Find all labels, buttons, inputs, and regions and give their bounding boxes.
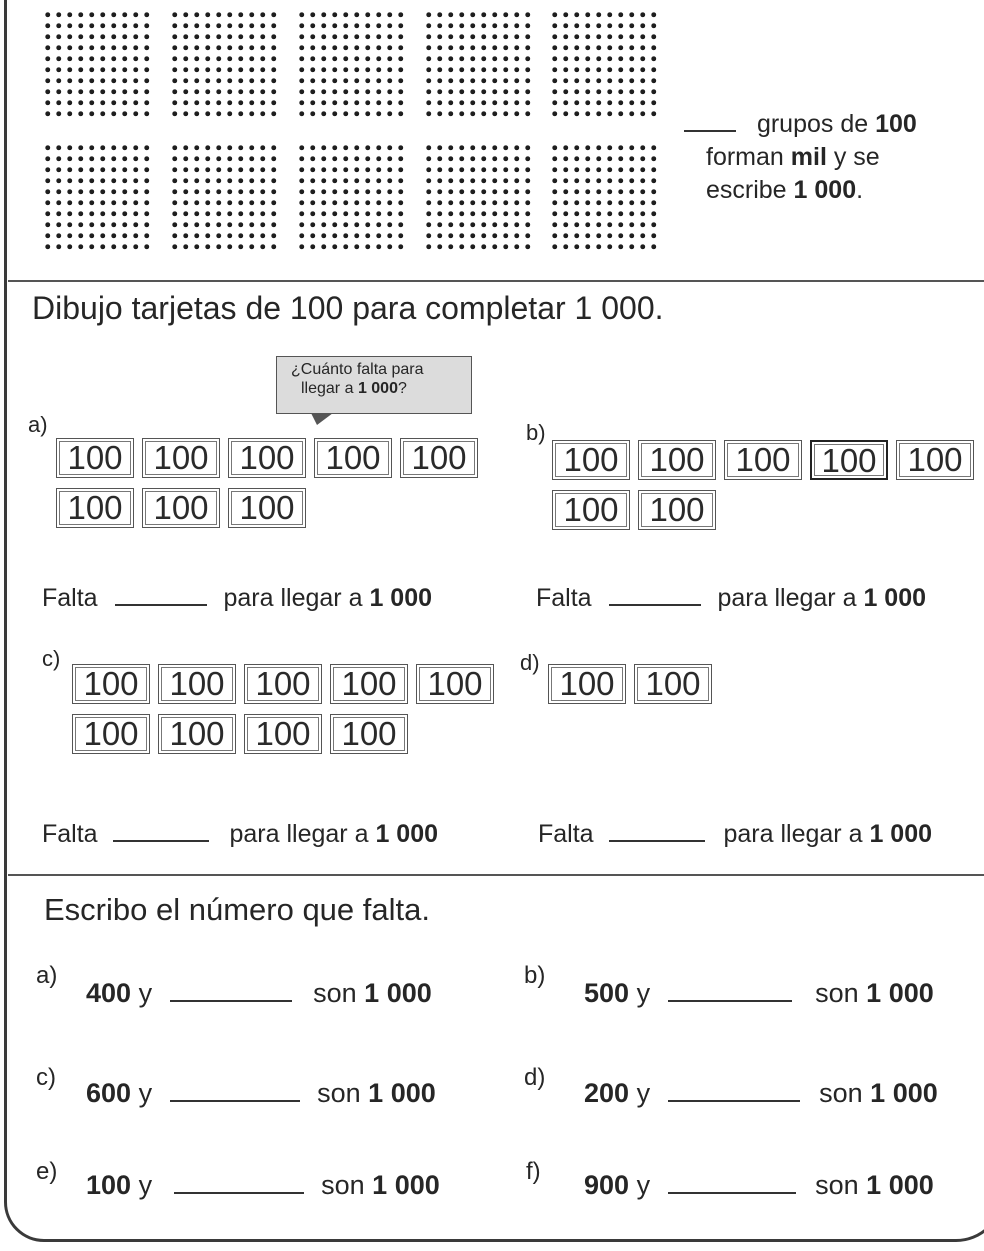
section-title: Escribo el número que falta.	[44, 892, 430, 927]
dot-grid	[552, 12, 662, 122]
dot-grid	[299, 12, 409, 122]
text: son	[815, 978, 859, 1008]
text: para llegar a	[223, 584, 363, 612]
text: grupos de	[756, 110, 869, 138]
dot-grid	[552, 145, 662, 255]
sum-row-b	[584, 978, 934, 1009]
text: Falta	[536, 584, 592, 612]
hundred-card: 100	[158, 664, 236, 704]
hundred-card: 100	[142, 488, 220, 528]
hundred-card: 100	[724, 440, 802, 480]
item-label: f)	[526, 1158, 541, 1185]
answer-blank[interactable]	[113, 840, 209, 842]
item-label: d)	[524, 1064, 546, 1091]
number: 1 000	[866, 1170, 934, 1200]
text: son	[317, 1078, 361, 1108]
number: 1 000	[372, 1170, 440, 1200]
sum-row-e	[86, 1170, 440, 1201]
hundred-card: 100	[244, 714, 322, 754]
groups-sentence	[684, 110, 917, 139]
sum-row-f	[584, 1170, 934, 1201]
bubble-text: ¿Cuánto falta para	[291, 361, 424, 378]
hundred-card: 100	[638, 490, 716, 530]
text: ?	[397, 380, 407, 397]
hundred-card: 100	[552, 490, 630, 530]
item-label: c)	[36, 1064, 56, 1091]
dot-grid	[45, 145, 155, 255]
number: 1 000	[364, 978, 432, 1008]
answer-blank[interactable]	[668, 1192, 796, 1194]
number: 100	[86, 1170, 132, 1200]
hundred-card: 100	[330, 714, 408, 754]
bubble-tail	[311, 413, 333, 425]
hundred-card: 100	[400, 438, 478, 478]
answer-blank[interactable]	[170, 1100, 300, 1102]
text: y	[636, 1170, 651, 1200]
falta-a	[42, 584, 432, 613]
groups-sentence-line3	[706, 176, 863, 205]
number: 1 000	[369, 584, 432, 612]
number: 1 000	[375, 820, 438, 848]
text: llegar a	[301, 380, 354, 397]
hundred-card: 100	[72, 664, 150, 704]
answer-blank[interactable]	[668, 1100, 800, 1102]
hundred-card: 100	[56, 438, 134, 478]
item-label: c)	[42, 646, 61, 671]
hundred-card: 100	[228, 438, 306, 478]
text: son	[815, 1170, 859, 1200]
number: 1 000	[793, 176, 857, 204]
hundred-card: 100	[638, 440, 716, 480]
dot-grid	[426, 12, 536, 122]
text: para llegar a	[723, 820, 863, 848]
item-label: e)	[36, 1158, 58, 1185]
number: 1 000	[863, 584, 926, 612]
hundred-card: 100	[416, 664, 494, 704]
dot-grid	[172, 12, 282, 122]
text: y	[636, 1078, 651, 1108]
number: 1 000	[357, 380, 398, 397]
text: y se	[833, 143, 880, 171]
item-label: a)	[28, 412, 48, 437]
hundred-card: 100	[72, 714, 150, 754]
sum-row-c	[86, 1078, 436, 1109]
answer-blank[interactable]	[115, 604, 207, 606]
hundred-card: 100	[228, 488, 306, 528]
item-label: a)	[36, 962, 58, 989]
divider	[8, 874, 984, 876]
hundred-card: 100	[314, 438, 392, 478]
dot-grid	[426, 145, 536, 255]
text: escribe	[706, 176, 787, 204]
text: mil	[790, 143, 827, 171]
hundred-card: 100	[244, 664, 322, 704]
item-label: b)	[526, 420, 546, 445]
dot-grid	[172, 145, 282, 255]
number: 900	[584, 1170, 630, 1200]
text: Falta	[538, 820, 594, 848]
item-label: b)	[524, 962, 546, 989]
number: 100	[875, 110, 917, 138]
dot-grid	[299, 145, 409, 255]
groups-sentence-line2	[706, 143, 880, 172]
number: 400	[86, 978, 132, 1008]
answer-blank[interactable]	[170, 1000, 292, 1002]
hundred-card: 100	[896, 440, 974, 480]
hundred-card: 100	[548, 664, 626, 704]
text: y	[138, 978, 153, 1008]
falta-d	[538, 820, 932, 849]
hundred-card: 100	[634, 664, 712, 704]
hundred-card: 100	[158, 714, 236, 754]
sum-row-a	[86, 978, 432, 1009]
answer-blank[interactable]	[609, 604, 701, 606]
number: 200	[584, 1078, 630, 1108]
bubble-text-line2	[291, 379, 471, 398]
number: 1 000	[870, 1078, 938, 1108]
dot-grid	[45, 12, 155, 122]
number: 600	[86, 1078, 132, 1108]
text: son	[819, 1078, 863, 1108]
text: y	[138, 1078, 153, 1108]
hundred-card: 100	[810, 440, 888, 480]
text: y	[138, 1170, 153, 1200]
text: y	[636, 978, 651, 1008]
answer-blank[interactable]	[668, 1000, 792, 1002]
text: son	[313, 978, 357, 1008]
text: forman	[706, 143, 784, 171]
number: 1 000	[869, 820, 932, 848]
answer-blank[interactable]	[609, 840, 705, 842]
text: para llegar a	[229, 820, 369, 848]
number: 1 000	[368, 1078, 436, 1108]
section-title: Dibujo tarjetas de 100 para completar 1 000.	[32, 290, 664, 326]
text: .	[856, 176, 864, 204]
text: Falta	[42, 584, 98, 612]
divider	[8, 280, 984, 282]
falta-b	[536, 584, 926, 613]
item-label: d)	[520, 650, 540, 675]
text: Falta	[42, 820, 98, 848]
hundred-card: 100	[56, 488, 134, 528]
answer-blank[interactable]	[174, 1192, 304, 1194]
hundred-card: 100	[330, 664, 408, 704]
text: para llegar a	[717, 584, 857, 612]
speech-bubble	[276, 356, 472, 414]
hundred-card: 100	[552, 440, 630, 480]
answer-blank[interactable]	[684, 130, 736, 132]
number: 1 000	[866, 978, 934, 1008]
hundred-card: 100	[142, 438, 220, 478]
falta-c	[42, 820, 438, 849]
text: son	[321, 1170, 365, 1200]
number: 500	[584, 978, 630, 1008]
sum-row-d	[584, 1078, 938, 1109]
